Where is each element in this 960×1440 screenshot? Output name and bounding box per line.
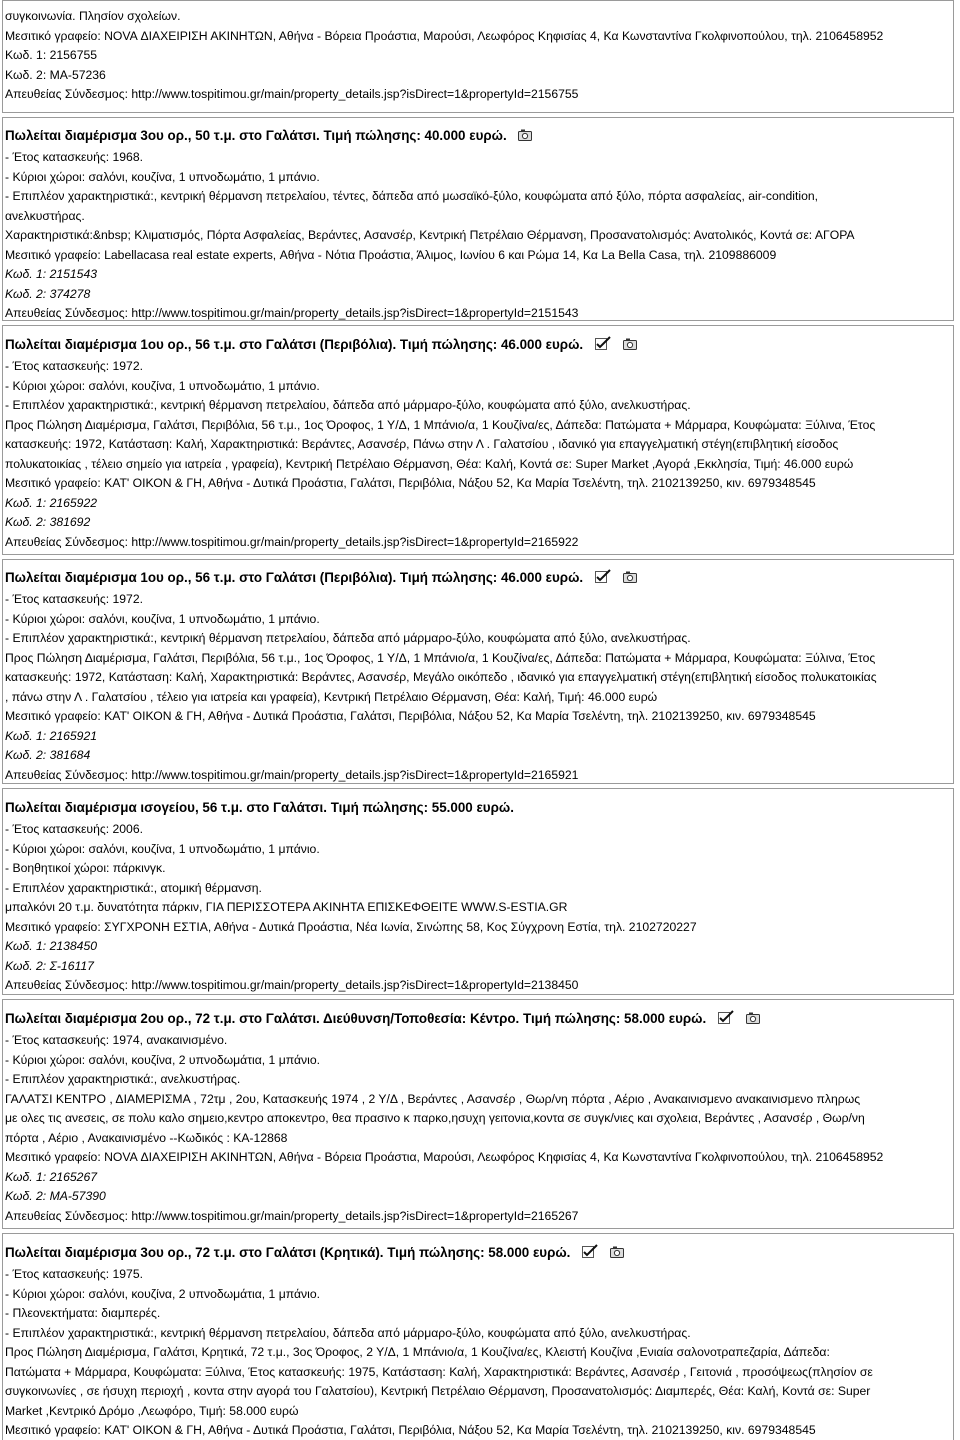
camera-photo-icon[interactable] xyxy=(518,124,532,149)
description-line: συγκοινωνίες , σε ήσυχη περιοχή , κοντα στην αγορά του Γαλατσίου), Κεντρική Πετρέλαιο Θέρμανση, Προσανατολισμός: Διαμπερές, Θέα: Καλή, Κοντά σε: Super xyxy=(5,1384,871,1398)
camera-photo-icon[interactable] xyxy=(623,566,637,591)
camera-photo-icon[interactable] xyxy=(610,1241,624,1266)
description-line: , πάνω στην Λ . Γαλατσίου , τέλειο για ιατρεία και γραφεία), Κεντρική Πετρέλαιο Θέρμανση, Θέα: Καλή, Τιμή: 46.000 ευρώ xyxy=(5,689,658,704)
checkbox-checkmark-icon xyxy=(595,566,611,591)
main-rooms: - Κύριοι χώροι: σαλόνι, κουζίνα, 1 υπνοδωμάτιο, 1 μπάνιο. xyxy=(5,169,320,184)
listing-title[interactable]: Πωλείται διαμέρισμα 3ου ορ., 72 τ.μ. στο Γαλάτσι (Κρητικά). Τιμή πώλησης: 58.000 ευρώ. xyxy=(5,1245,571,1260)
direct-link[interactable]: Απευθείας Σύνδεσμος: http://www.tospitimou.gr/main/property_details.jsp?isDirect=1&propertyId=2165921 xyxy=(5,767,579,782)
agency-line: Μεσιτικό γραφείο: ΣΥΓΧΡΟΝΗ ΕΣΤΙΑ, Αθήνα - Δυτικά Προάστια, Νέα Ιωνία, Σινώπης 58, Κος Σύγχρονη Εστία, τηλ. 2102720227 xyxy=(5,919,697,934)
main-rooms: - Κύριοι χώροι: σαλόνι, κουζίνα, 2 υπνοδωμάτια, 1 μπάνιο. xyxy=(5,1286,320,1301)
checkbox-checkmark-icon xyxy=(582,1241,598,1266)
code2-line: Κωδ. 2: 381692 xyxy=(5,515,91,529)
listing-card xyxy=(2,117,954,321)
listing-text-line: συγκοινωνία. Πλησίον σχολείων. xyxy=(5,9,181,23)
agency-line: Μεσιτικό γραφείο: Labellacasa real estate experts, Αθήνα - Νότια Προάστια, Άλιμος, Ιωνίου 6 και Ρώμα 14, Κα La Bella Casa, τηλ. 2109886009 xyxy=(5,247,777,262)
listing-title[interactable]: Πωλείται διαμέρισμα 3ου ορ., 50 τ.μ. στο Γαλάτσι. Τιμή πώλησης: 40.000 ευρώ. xyxy=(5,128,507,143)
construction-year: - Έτος κατασκευής: 1972. xyxy=(5,592,143,606)
description-line: πολυκατοικίας , τέλειο σημείο για ιατρεία , γραφεία), Κεντρική Πετρέλαιο Θέρμανση, Θέα: Καλή, Κοντά σε: Super Market ,Αγορά ,Εκκλησία, Τιμή: 46.000 ευρώ xyxy=(5,456,854,471)
characteristics: Χαρακτηριστικά:&nbsp; Κλιματισμός, Πόρτα Ασφαλείας, Βεράντες, Ασανσέρ, Κεντρική Πετρέλαιο Θέρμανση, Προσανατολισμός: Ανατολικός, Κοντά σε: ΑΓΟΡΑ xyxy=(5,228,855,242)
direct-link[interactable]: Απευθείας Σύνδεσμος: http://www.tospitimou.gr/main/property_details.jsp?isDirect=1&propertyId=2138450 xyxy=(5,978,579,992)
code1-line: Κωδ. 1: 2165267 xyxy=(5,1169,98,1184)
main-rooms: - Κύριοι χώροι: σαλόνι, κουζίνα, 2 υπνοδωμάτια, 1 μπάνιο. xyxy=(5,1052,320,1067)
construction-year: - Έτος κατασκευής: 1968. xyxy=(5,150,143,164)
description-line: Market ,Κεντρικό Δρόμο ,Λεωφόρο, Τιμή: 58.000 ευρώ xyxy=(5,1403,299,1418)
listing-card xyxy=(2,559,954,784)
agency-line: Μεσιτικό γραφείο: NOVA ΔΙΑΧΕΙΡΙΣΗ ΑΚΙΝΗΤΩΝ, Αθήνα - Βόρεια Προάστια, Μαρούσι, Λεωφόρος Κηφισίας 4, Κα Κωνσταντίνα Γκολφινοπούλου, τηλ. 2106458952 xyxy=(5,1150,884,1164)
extra-features: - Επιπλέον χαρακτηριστικά:, ανελκυστήρας. xyxy=(5,1072,241,1086)
extra-features: - Επιπλέον χαρακτηριστικά:, κεντρική θέρμανση πετρελαίου, δάπεδα από μάρμαρο-ξύλο, κουφώματα από ξύλο, ανελκυστήρας. xyxy=(5,1325,691,1340)
agency-line: Μεσιτικό γραφείο: ΚΑΤ' ΟΙΚΟΝ & ΓΗ, Αθήνα - Δυτικά Προάστια, Γαλάτσι, Περιβόλια, Νάξου 52, Κα Μαρία Τσελέντη, τηλ. 2102139250, κιν. 6979348545 xyxy=(5,1423,816,1437)
description-line: ΓΑΛΑΤΣΙ ΚΕΝΤΡΟ , ΔΙΑΜΕΡΙΣΜΑ , 72τμ , 2ου, Κατασκευής 1974 , 2 Υ/Δ , Βεράντες , Ασανσέρ , Θωρ/νη πόρτα , Αέριο , Ανακαινισμενο ανακαινισμενο πληρως xyxy=(5,1091,861,1106)
checkbox-checkmark-icon xyxy=(718,1007,734,1032)
code1-line: Κωδ. 1: 2165921 xyxy=(5,728,98,743)
code2-line: Κωδ. 2: Σ-16117 xyxy=(5,958,94,973)
checkbox-checkmark-icon xyxy=(595,333,611,358)
description-line: κατασκευής: 1972, Κατάσταση: Καλή, Χαρακτηριστικά: Βεράντες, Ασανσέρ, Πάνω στην Λ . Γαλατσίου , ιδανικό για επαγγελματική στέγη(επιβλητική είσοδος xyxy=(5,437,839,451)
code2-line: Κωδ. 2: 381684 xyxy=(5,748,91,762)
code1-line: Κωδ. 1: 2165922 xyxy=(5,495,98,510)
agency-line: Μεσιτικό γραφείο: ΚΑΤ' ΟΙΚΟΝ & ΓΗ, Αθήνα - Δυτικά Προάστια, Γαλάτσι, Περιβόλια, Νάξου 52, Κα Μαρία Τσελέντη, τηλ. 2102139250, κιν. 6979348545 xyxy=(5,709,816,723)
code1-line: Κωδ. 1: 2151543 xyxy=(5,267,98,281)
construction-year: - Έτος κατασκευής: 2006. xyxy=(5,822,143,836)
code2-line: Κωδ. 2: ΜΑ-57390 xyxy=(5,1189,106,1203)
code2-line: Κωδ. 2: ΜΑ-57236 xyxy=(5,67,106,82)
code2-line: Κωδ. 2: 374278 xyxy=(5,286,91,301)
advantages: - Πλεονεκτήματα: διαμπερές. xyxy=(5,1306,161,1320)
construction-year: - Έτος κατασκευής: 1975. xyxy=(5,1267,143,1281)
listing-card xyxy=(2,1233,954,1440)
direct-link[interactable]: Απευθείας Σύνδεσμος: http://www.tospitimou.gr/main/property_details.jsp?isDirect=1&propertyId=2151543 xyxy=(5,306,579,320)
direct-link[interactable]: Απευθείας Σύνδεσμος: http://www.tospitimou.gr/main/property_details.jsp?isDirect=1&propertyId=2165922 xyxy=(5,534,579,549)
listing-card xyxy=(2,999,954,1229)
description-line: Προς Πώληση Διαμέρισμα, Γαλάτσι, Περιβόλια, 56 τ.μ., 1ος Όροφος, 1 Υ/Δ, 1 Μπάνιο/α, 1 Κουζίνα/ες, Δάπεδα: Πατώματα + Μάρμαρα, Κουφώματα: Ξύλινα, Έτος xyxy=(5,650,876,665)
direct-link[interactable]: Απευθείας Σύνδεσμος: http://www.tospitimou.gr/main/property_details.jsp?isDirect=1&propertyId=2156755 xyxy=(5,87,579,101)
description-line: Πατώματα + Μάρμαρα, Κουφώματα: Ξύλινα, Έτος κατασκευής: 1975, Κατάσταση: Καλή, Χαρακτηριστικά: Βεράντες, Ασανσέρ , Γειτονιά , προσόψεως(πλησίον σε xyxy=(5,1364,873,1379)
camera-photo-icon[interactable] xyxy=(746,1007,760,1032)
description-line: Προς Πώληση Διαμέρισμα, Γαλάτσι, Περιβόλια, 56 τ.μ., 1ος Όροφος, 1 Υ/Δ, 1 Μπάνιο/α, 1 Κουζίνα/ες, Δάπεδα: Πατώματα + Μάρμαρα, Κουφώματα: Ξύλινα, Έτος xyxy=(5,417,876,432)
listing-title[interactable]: Πωλείται διαμέρισμα ισογείου, 56 τ.μ. στο Γαλάτσι. Τιμή πώλησης: 55.000 ευρώ. xyxy=(5,800,514,815)
construction-year: - Έτος κατασκευής: 1974, ανακαινισμένο. xyxy=(5,1033,228,1047)
construction-year: - Έτος κατασκευής: 1972. xyxy=(5,359,143,373)
description-line: μπαλκόνι 20 τ.μ. δυνατότητα πάρκιν, ΓΙΑ ΠΕΡΙΣΣΟΤΕΡΑ ΑΚΙΝΗΤΑ ΕΠΙΣΚΕΦΘΕΙΤΕ WWW.S-ESTIA.GR xyxy=(5,900,568,914)
extra-features: - Επιπλέον χαρακτηριστικά:, κεντρική θέρμανση πετρελαίου, τέντες, δάπεδα από μωσαϊκό-ξύλο, κουφώματα από ξύλο, πόρτα ασφαλείας, air-condition, xyxy=(5,189,819,203)
listing-card xyxy=(2,325,954,555)
description-line: με ολες τις ανεσεις, σε πολυ καλο σημειο,κεντρο αποκεντρο, θεα πρασινο κ παρκο,ησυχη γειτονια,κοντα σε συγκ/νιες και σχολεια, Βεράντες , Ασανσέρ , Θωρ/νη xyxy=(5,1111,865,1125)
extra-features-cont: ανελκυστήρας. xyxy=(5,208,85,223)
listing-card xyxy=(2,788,954,995)
main-rooms: - Κύριοι χώροι: σαλόνι, κουζίνα, 1 υπνοδωμάτιο, 1 μπάνιο. xyxy=(5,378,320,393)
agency-line: Μεσιτικό γραφείο: ΚΑΤ' ΟΙΚΟΝ & ΓΗ, Αθήνα - Δυτικά Προάστια, Γαλάτσι, Περιβόλια, Νάξου 52, Κα Μαρία Τσελέντη, τηλ. 2102139250, κιν. 6979348545 xyxy=(5,476,816,490)
extra-features: - Επιπλέον χαρακτηριστικά:, κεντρική θέρμανση πετρελαίου, δάπεδα από μάρμαρο-ξύλο, κουφώματα από ξύλο, ανελκυστήρας. xyxy=(5,398,691,412)
auxiliary-rooms: - Βοηθητικοί χώροι: πάρκινγκ. xyxy=(5,861,166,875)
code1-line: Κωδ. 1: 2156755 xyxy=(5,48,98,62)
description-line: Προς Πώληση Διαμέρισμα, Γαλάτσι, Κρητικά, 72 τ.μ., 3ος Όροφος, 2 Υ/Δ, 1 Μπάνιο/α, 1 Κουζίνα/ες, Κλειστή Κουζίνα ,Ενιαία σαλονοτραπεζαρία, Δάπεδα: xyxy=(5,1345,830,1359)
extra-features: - Επιπλέον χαρακτηριστικά:, ατομική θέρμανση. xyxy=(5,880,262,895)
main-rooms: - Κύριοι χώροι: σαλόνι, κουζίνα, 1 υπνοδωμάτιο, 1 μπάνιο. xyxy=(5,841,320,856)
extra-features: - Επιπλέον χαρακτηριστικά:, κεντρική θέρμανση πετρελαίου, δάπεδα από μάρμαρο-ξύλο, κουφώματα από ξύλο, ανελκυστήρας. xyxy=(5,631,691,645)
agency-line: Μεσιτικό γραφείο: NOVA ΔΙΑΧΕΙΡΙΣΗ ΑΚΙΝΗΤΩΝ, Αθήνα - Βόρεια Προάστια, Μαρούσι, Λεωφόρος Κηφισίας 4, Κα Κωνσταντίνα Γκολφινοπούλου, τηλ. 2106458952 xyxy=(5,28,884,43)
listing-title[interactable]: Πωλείται διαμέρισμα 2ου ορ., 72 τ.μ. στο Γαλάτσι. Διεύθυνση/Τοποθεσία: Κέντρο. Τιμή πώλησης: 58.000 ευρώ. xyxy=(5,1011,707,1026)
main-rooms: - Κύριοι χώροι: σαλόνι, κουζίνα, 1 υπνοδωμάτιο, 1 μπάνιο. xyxy=(5,611,320,626)
camera-photo-icon[interactable] xyxy=(623,333,637,358)
listing-title[interactable]: Πωλείται διαμέρισμα 1ου ορ., 56 τ.μ. στο Γαλάτσι (Περιβόλια). Τιμή πώλησης: 46.000 ευρώ. xyxy=(5,570,584,585)
direct-link[interactable]: Απευθείας Σύνδεσμος: http://www.tospitimou.gr/main/property_details.jsp?isDirect=1&propertyId=2165267 xyxy=(5,1208,579,1223)
description-line: κατασκευής: 1972, Κατάσταση: Καλή, Χαρακτηριστικά: Βεράντες, Ασανσέρ, Μεγάλο οικόπεδο , ιδανικό για επαγγελματική στέγη(επιβλητική είσοδος πολυκατοικίας xyxy=(5,670,877,684)
description-line: πόρτα , Αέριο , Ανακαινισμένο --Κωδικός : ΚΑ-12868 xyxy=(5,1130,288,1145)
previous-listing-tail xyxy=(2,0,954,113)
code1-line: Κωδ. 1: 2138450 xyxy=(5,939,98,953)
listing-title[interactable]: Πωλείται διαμέρισμα 1ου ορ., 56 τ.μ. στο Γαλάτσι (Περιβόλια). Τιμή πώλησης: 46.000 ευρώ. xyxy=(5,337,584,352)
